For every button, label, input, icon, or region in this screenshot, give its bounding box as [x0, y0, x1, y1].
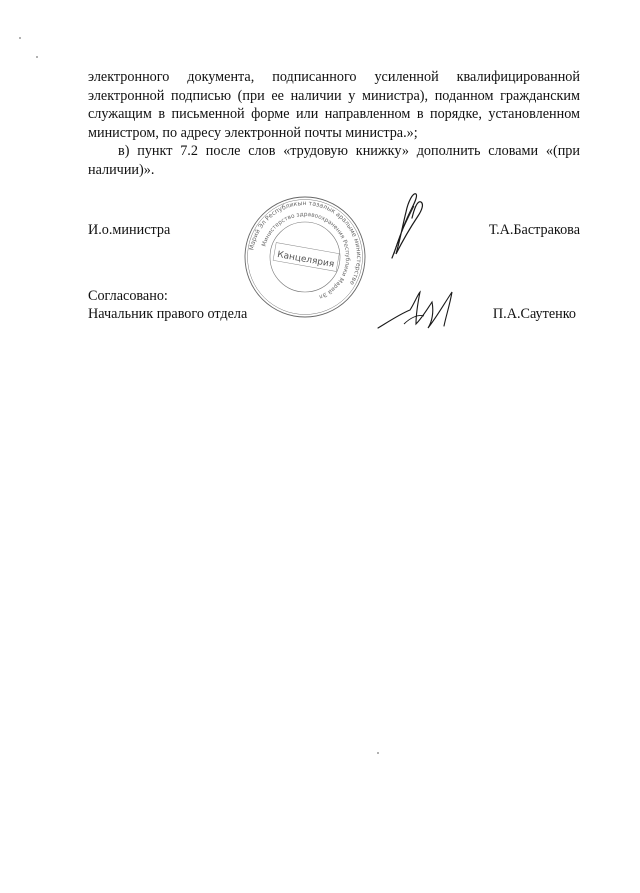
- seal-center-text: Канцелярия: [276, 250, 335, 270]
- legal-head-title: Начальник правого отдела: [88, 306, 248, 322]
- legal-head-name: П.А.Саутенко: [492, 306, 576, 322]
- agreed-label-row: [88, 287, 580, 307]
- paragraph-continuation: электронного документа, подписанного усиленной квалифицированной электронной подписью (при ее наличии у министра), поданном гражданским служащим в письменной форме или направленном в порядке, установленном министром, по адресу электронной почты министра.»;: [88, 69, 580, 141]
- scan-speck: [377, 752, 379, 754]
- document-body: [88, 68, 580, 180]
- paragraph-item-v: в) пункт 7.2 после слов «трудовую книжку» дополнить словами «(при наличии)».: [88, 143, 580, 178]
- minister-title: И.о.министра: [88, 222, 171, 238]
- minister-signature-row: [88, 221, 580, 241]
- agreed-label: Согласовано:: [88, 288, 168, 304]
- scan-speck: [36, 56, 38, 58]
- scan-speck: [19, 37, 21, 39]
- svg-text:Министерство здравоохранения Р: Министерство здравоохранения Республики Марий Эл: [261, 211, 351, 300]
- legal-head-signature-row: [88, 305, 580, 325]
- svg-text:Марий Эл Республикын тазалык а: Марий Эл Республикын тазалык аралыме министерстве: [248, 199, 363, 287]
- minister-name: Т.А.Бастракова: [488, 222, 580, 238]
